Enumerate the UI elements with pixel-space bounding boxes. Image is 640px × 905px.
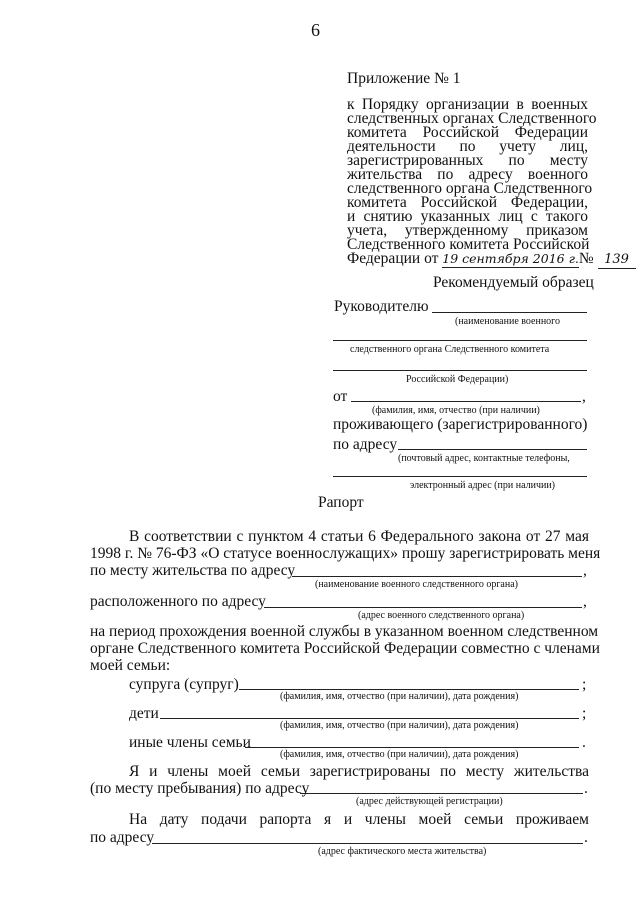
appendix-line: комитета Российской Федерации — [347, 124, 588, 141]
email-field-line[interactable] — [333, 476, 587, 477]
body-line: на период прохождения военной службы в указанном военном следственном — [90, 623, 599, 640]
others-end: . — [582, 734, 586, 751]
residence-end: , — [583, 562, 587, 579]
located-hint: (адрес военного следственного органа) — [358, 610, 525, 621]
body-line: моей семьи: — [90, 657, 171, 674]
number-label: № — [578, 250, 594, 267]
body-line: Я и члены моей семьи зарегистрированы по месту жительства — [129, 763, 589, 780]
appendix-last-prefix: Федерации от — [347, 250, 439, 267]
actual-address-label: по адресу — [90, 829, 155, 846]
spouse-label: супруга (супруг) — [129, 676, 239, 693]
appendix-line: комитета Российской Федерации, — [347, 194, 588, 211]
address-label: по адресу — [333, 436, 398, 453]
appendix-line: зарегистрированных по месту — [347, 152, 588, 169]
actual-address-end: . — [584, 829, 588, 846]
body-line: На дату подачи рапорта я и члены моей семьи проживаем — [129, 811, 589, 828]
children-end: ; — [582, 705, 587, 722]
actual-address-field-line[interactable] — [152, 843, 583, 844]
recommended-sample: Рекомендуемый образец — [433, 274, 594, 291]
located-field-line[interactable] — [264, 607, 582, 608]
appendix-line: учета, утвержденному приказом — [347, 222, 588, 239]
to-hint: (наименование военного — [455, 316, 561, 327]
signed-number: 139 — [598, 251, 636, 269]
from-field-line[interactable] — [351, 401, 581, 402]
registered-field-line[interactable] — [300, 793, 583, 794]
appendix-line: следственных органах Следственного — [347, 110, 597, 127]
appendix-last-line — [347, 250, 636, 269]
residence-field-line[interactable] — [292, 576, 582, 577]
registered-hint: (адрес действующей регистрации) — [356, 796, 503, 807]
spouse-field-line[interactable] — [239, 689, 579, 690]
children-hint: (фамилия, имя, отчество (при наличии), дата рождения) — [280, 720, 519, 731]
spouse-end: ; — [582, 676, 587, 693]
spouse-hint: (фамилия, имя, отчество (при наличии), дата рождения) — [280, 691, 519, 702]
residing-label: проживающего (зарегистрированного) — [333, 416, 588, 433]
appendix-line: Следственного комитета Российской — [347, 236, 590, 253]
body-line: органе Следственного комитета Российской Федерации совместно с членами — [90, 640, 600, 657]
from-comma: , — [582, 388, 586, 405]
children-label: дети — [129, 705, 159, 722]
appendix-line: к Порядку организации в военных — [347, 96, 588, 113]
appendix-line: жительства по адресу военного — [347, 166, 588, 183]
from-label: от — [333, 388, 348, 405]
residence-label: по месту жительства по адресу — [90, 562, 296, 579]
located-label: расположенного по адресу — [90, 593, 266, 610]
organ-hint: следственного органа Следственного комитета — [350, 344, 550, 355]
body-line: 1998 г. № 76-ФЗ «О статусе военнослужащих» прошу зарегистрировать меня — [90, 545, 601, 562]
federation-hint: Российской Федерации) — [406, 374, 509, 385]
to-field-line[interactable] — [432, 312, 587, 313]
others-label: иные члены семьи — [129, 734, 251, 751]
actual-address-hint: (адрес фактического места жительства) — [318, 846, 487, 857]
address-field-line[interactable] — [398, 449, 587, 450]
registered-label: (по месту пребывания) по адресу — [90, 780, 310, 797]
others-field-line[interactable] — [245, 747, 579, 748]
body-line: В соответствии с пунктом 4 статьи 6 Федерального закона от 27 мая — [129, 528, 589, 545]
to-label: Руководителю — [334, 298, 429, 315]
residence-hint: (наименование военного следственного органа) — [315, 579, 518, 590]
registered-end: . — [584, 780, 588, 797]
appendix-line: деятельности по учету лиц, — [347, 138, 588, 155]
from-hint: (фамилия, имя, отчество (при наличии) — [372, 405, 540, 416]
organ-field-line[interactable] — [333, 340, 587, 341]
others-hint: (фамилия, имя, отчество (при наличии), дата рождения) — [280, 749, 519, 760]
appendix-line: следственного органа Следственного — [347, 180, 593, 197]
page-number: 6 — [311, 20, 320, 40]
signed-date: 19 сентября 2016 г. — [442, 251, 579, 266]
appendix-line: и снятию указанных лиц с такого — [347, 208, 588, 225]
federation-field-line[interactable] — [333, 370, 587, 371]
report-title: Рапорт — [318, 494, 364, 511]
children-field-line[interactable] — [160, 718, 579, 719]
email-hint: электронный адрес (при наличии) — [410, 480, 555, 491]
address-hint: (почтовый адрес, контактные телефоны, — [398, 453, 570, 464]
appendix-title: Приложение № 1 — [347, 70, 461, 87]
located-end: , — [583, 593, 587, 610]
